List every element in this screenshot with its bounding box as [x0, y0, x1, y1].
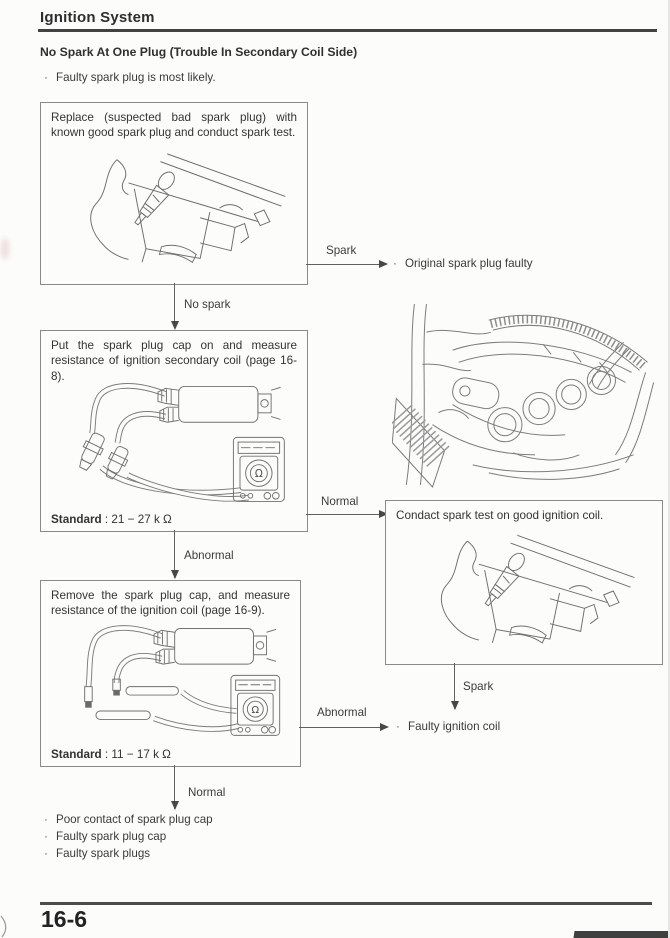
label-no-spark: No spark	[184, 298, 231, 311]
bullet-dot: ·	[393, 257, 397, 270]
arrow-spark-right-line	[306, 264, 382, 265]
flow-box-replace-plug-text: Replace (suspected bad spark plug) with known good spark plug and conduct spark test.	[51, 111, 297, 140]
bullet-dot: ·	[396, 720, 400, 733]
standard-ignition-coil	[51, 748, 171, 761]
outcome-normal-bullet-2-text: Faulty spark plug cap	[56, 830, 167, 843]
spark-test-illustration	[53, 145, 295, 277]
scan-artifact-bar	[574, 931, 670, 938]
intro-bullet	[44, 71, 216, 84]
spark-test-illustration-2	[404, 527, 644, 657]
outcome-original-plug-faulty	[393, 257, 533, 270]
flow-box-secondary-coil-text: Put the spark plug cap on and measure resistance of ignition secondary coil (page 16-8).	[51, 339, 297, 383]
page-title: Ignition System	[40, 9, 155, 26]
flow-box-secondary-coil	[40, 330, 308, 532]
label-spark-down: Spark	[463, 680, 494, 693]
arrow-normal-down-head	[171, 801, 179, 810]
bullet-dot: ·	[44, 813, 48, 826]
arrow-spark-right-head	[379, 260, 388, 268]
outcome-faulty-ignition-coil	[396, 720, 500, 733]
flow-box-ignition-coil-text: Remove the spark plug cap, and measure resistance of the ignition coil (page 16-9).	[51, 589, 290, 618]
arrow-spark-down-head	[451, 701, 459, 710]
outcome-normal-bullet-1-text: Poor contact of spark plug cap	[56, 813, 213, 826]
outcome-original-plug-faulty-text: Original spark plug faulty	[405, 257, 533, 270]
section-heading: No Spark At One Plug (Trouble In Secondary Coil Side)	[40, 45, 358, 59]
standard-value: : 21 − 27 k Ω	[101, 513, 172, 526]
label-normal-down: Normal	[188, 786, 226, 799]
flow-box-ignition-coil	[40, 580, 301, 767]
ohm-symbol: Ω	[251, 704, 260, 716]
arrow-no-spark-down-head	[171, 321, 179, 330]
standard-secondary-coil	[51, 513, 172, 526]
label-normal-right: Normal	[321, 495, 359, 508]
standard-value: : 11 − 17 k Ω	[101, 748, 171, 761]
outcome-normal-bullet-3-text: Faulty spark plugs	[56, 847, 151, 860]
arrow-no-spark-down-line	[174, 283, 175, 325]
arrow-abnormal-down-head	[171, 570, 179, 579]
page-number: 16-6	[41, 906, 88, 932]
intro-bullet-text: Faulty spark plug is most likely.	[56, 71, 216, 84]
outcome-normal-bullet-3	[44, 847, 150, 860]
flow-box-good-coil	[385, 500, 663, 665]
header-rule	[38, 29, 657, 32]
engine-illustration	[392, 302, 664, 488]
outcome-faulty-ignition-coil-text: Faulty ignition coil	[408, 720, 501, 733]
coil-cap-resistance-illustration	[53, 377, 295, 509]
arrow-abnormal-right-line	[299, 727, 383, 728]
page-curl-artifact	[0, 915, 22, 938]
bullet-dot: ·	[44, 71, 48, 84]
label-abnormal-right: Abnormal	[317, 706, 367, 719]
outcome-normal-bullet-2	[44, 830, 166, 843]
label-spark-right: Spark	[326, 244, 357, 257]
arrow-normal-right-line	[306, 514, 382, 515]
standard-label: Standard	[51, 513, 102, 526]
flow-box-good-coil-text: Condact spark test on good ignition coil.	[396, 509, 604, 522]
arrow-abnormal-right-head	[380, 723, 389, 731]
scan-smudge	[0, 238, 10, 260]
ohm-symbol: Ω	[254, 467, 263, 480]
standard-label: Standard	[51, 748, 102, 761]
footer-rule	[40, 902, 652, 905]
label-abnormal-down: Abnormal	[184, 549, 234, 562]
coil-bare-resistance-illustration	[51, 621, 289, 741]
outcome-normal-bullet-1	[44, 813, 213, 826]
flow-box-replace-plug	[40, 102, 308, 285]
bullet-dot: ·	[44, 847, 48, 860]
bullet-dot: ·	[44, 830, 48, 843]
